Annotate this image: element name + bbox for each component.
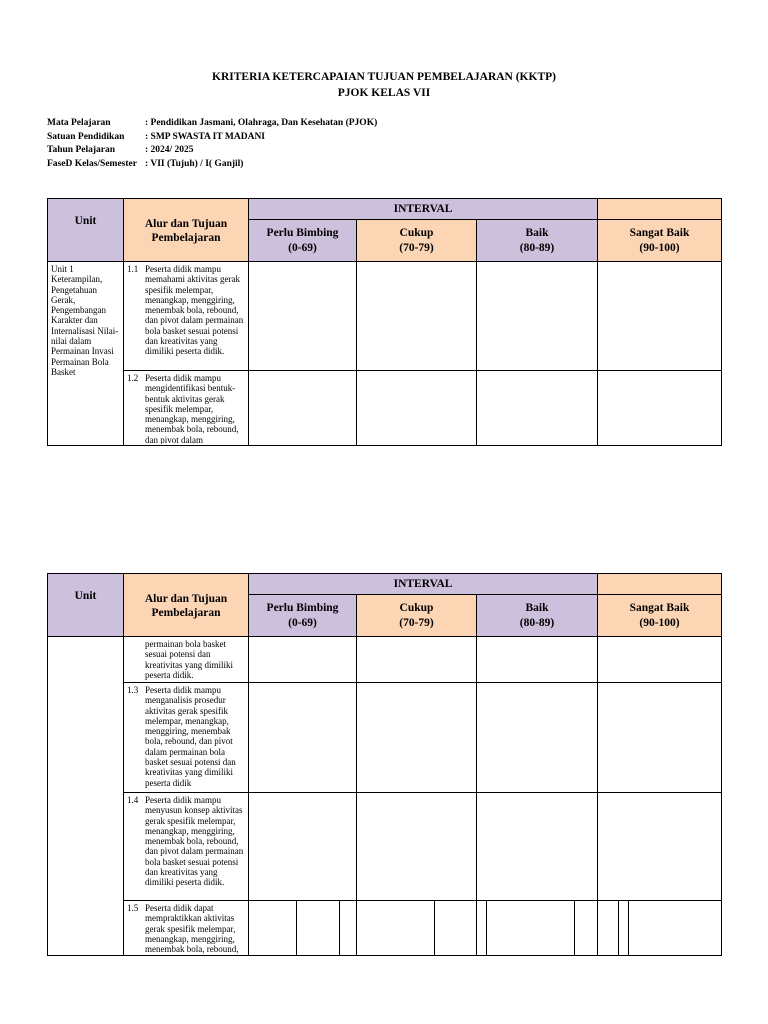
header-perlu-bimbing: Perlu Bimbing (0-69) bbox=[249, 220, 357, 262]
score-cell[interactable] bbox=[598, 637, 722, 683]
header-sangat-baik: Sangat Baik (90-100) bbox=[598, 220, 722, 262]
alur-continuation: permainan bola basket sesuai potensi dan kreativitas yang dimiliki peserta didik. bbox=[124, 637, 249, 683]
unit-cell-empty bbox=[48, 637, 124, 956]
score-cell-split[interactable] bbox=[598, 901, 722, 956]
alur-number: 1.5 bbox=[127, 903, 139, 913]
score-cell[interactable] bbox=[477, 262, 598, 371]
score-cell[interactable] bbox=[598, 262, 722, 371]
header-interval: INTERVAL bbox=[249, 574, 598, 595]
table-row bbox=[48, 371, 722, 446]
score-cell[interactable] bbox=[477, 637, 598, 683]
header-baik: Baik (80-89) bbox=[477, 595, 598, 637]
header-baik: Baik (80-89) bbox=[477, 220, 598, 262]
table-row bbox=[48, 637, 722, 683]
score-cell[interactable] bbox=[357, 683, 477, 793]
score-cell-split[interactable] bbox=[249, 901, 357, 956]
score-cell[interactable] bbox=[598, 371, 722, 446]
score-cell[interactable] bbox=[357, 793, 477, 901]
table-row bbox=[48, 793, 722, 901]
score-cell[interactable] bbox=[249, 637, 357, 683]
alur-number: 1.4 bbox=[127, 795, 139, 805]
document-title: KRITERIA KETERCAPAIAN TUJUAN PEMBELAJARAN (KKTP) bbox=[212, 71, 556, 83]
meta-row-year bbox=[47, 144, 377, 158]
unit-cell: Unit 1 Keterampilan, Pengetahuan Gerak, Pengembangan Karakter dan Internalisasi Nilai-nilai dalam Permainan Invasi Permainan Bola Basket bbox=[48, 262, 124, 446]
header-cukup: Cukup (70-79) bbox=[357, 220, 477, 262]
score-cell-split[interactable] bbox=[357, 901, 477, 956]
score-cell[interactable] bbox=[357, 371, 477, 446]
meta-value: : SMP SWASTA IT MADANI bbox=[145, 131, 266, 142]
meta-label: Satuan Pendidikan bbox=[47, 131, 125, 142]
header-alur: Alur dan Tujuan Pembelajaran bbox=[124, 574, 249, 637]
alur-cell bbox=[124, 683, 249, 793]
alur-cell bbox=[124, 371, 249, 446]
document-subtitle: PJOK KELAS VII bbox=[337, 87, 431, 99]
alur-text: Peserta didik mampu mengidentifikasi bentuk-bentuk aktivitas gerak spesifik melempar, menangkap, menggiring, menembak bola, rebound, dan pivot dalam bbox=[145, 373, 239, 444]
score-cell[interactable] bbox=[598, 683, 722, 793]
meta-value: : VII (Tujuh) / I( Ganjil) bbox=[145, 158, 244, 169]
header-interval: INTERVAL bbox=[249, 199, 598, 220]
alur-number: 1.1 bbox=[127, 264, 139, 274]
meta-row-school bbox=[47, 131, 377, 145]
header-interval-blank bbox=[598, 574, 722, 595]
meta-label: Mata Pelajaran bbox=[47, 118, 111, 128]
table-row bbox=[48, 262, 722, 371]
score-cell[interactable] bbox=[357, 637, 477, 683]
kktp-table-page-2 bbox=[47, 573, 722, 956]
score-cell[interactable] bbox=[477, 371, 598, 446]
alur-number: 1.2 bbox=[127, 373, 139, 383]
meta-row-subject bbox=[47, 117, 377, 131]
alur-text: Peserta didik mampu menganalisis prosedur aktivitas gerak spesifik melempar, menangkap, menggiring, menembak bola, rebound, dan pivot dalam permainan bola basket sesuai potensi dan kreativitas yang dimiliki peserta didik bbox=[145, 685, 236, 788]
header-interval-blank bbox=[598, 199, 722, 220]
alur-cell bbox=[124, 901, 249, 956]
table-row bbox=[48, 901, 722, 956]
meta-row-class bbox=[47, 158, 377, 172]
header-perlu-bimbing: Perlu Bimbing (0-69) bbox=[249, 595, 357, 637]
score-cell[interactable] bbox=[249, 262, 357, 371]
meta-value: : Pendidikan Jasmani, Olahraga, Dan Kesehatan (PJOK) bbox=[145, 118, 378, 128]
kktp-table-page-1 bbox=[47, 198, 722, 446]
score-cell-split[interactable] bbox=[477, 901, 598, 956]
score-cell[interactable] bbox=[477, 793, 598, 901]
score-cell[interactable] bbox=[598, 793, 722, 901]
header-sangat-baik: Sangat Baik (90-100) bbox=[598, 595, 722, 637]
header-cukup: Cukup (70-79) bbox=[357, 595, 477, 637]
header-unit: Unit bbox=[48, 199, 124, 262]
score-cell[interactable] bbox=[357, 262, 477, 371]
score-cell[interactable] bbox=[477, 683, 598, 793]
alur-cell bbox=[124, 262, 249, 371]
score-cell[interactable] bbox=[249, 793, 357, 901]
table-row bbox=[48, 683, 722, 793]
score-cell[interactable] bbox=[249, 371, 357, 446]
alur-text: Peserta didik mampu menyusun konsep aktivitas gerak spesifik melempar, menangkap, menggiring, menembak bola, rebound, dan pivot dalam permainan bola basket sesuai potensi dan kreativitas yang dimiliki peserta didik. bbox=[145, 795, 244, 888]
alur-number: 1.3 bbox=[127, 685, 139, 695]
meta-label: Tahun Pelajaran bbox=[47, 145, 116, 155]
score-cell[interactable] bbox=[249, 683, 357, 793]
alur-text: Peserta didik mampu memahami aktivitas gerak spesifik melempar, menangkap, menggiring, menembak bola, rebound, dan pivot dalam permainan bola basket sesuai potensi dan kreativitas yang dimiliki peserta didik. bbox=[145, 264, 244, 357]
document-meta bbox=[47, 117, 377, 171]
alur-text: Peserta didik dapat mempraktikkan aktivitas gerak spesifik melempar, menangkap, menggiring, menembak bola, rebound, bbox=[145, 903, 239, 954]
header-unit: Unit bbox=[48, 574, 124, 637]
meta-label: FaseD Kelas/Semester bbox=[47, 158, 137, 169]
meta-value: : 2024/ 2025 bbox=[145, 145, 194, 155]
header-alur: Alur dan Tujuan Pembelajaran bbox=[124, 199, 249, 262]
alur-cell bbox=[124, 793, 249, 901]
